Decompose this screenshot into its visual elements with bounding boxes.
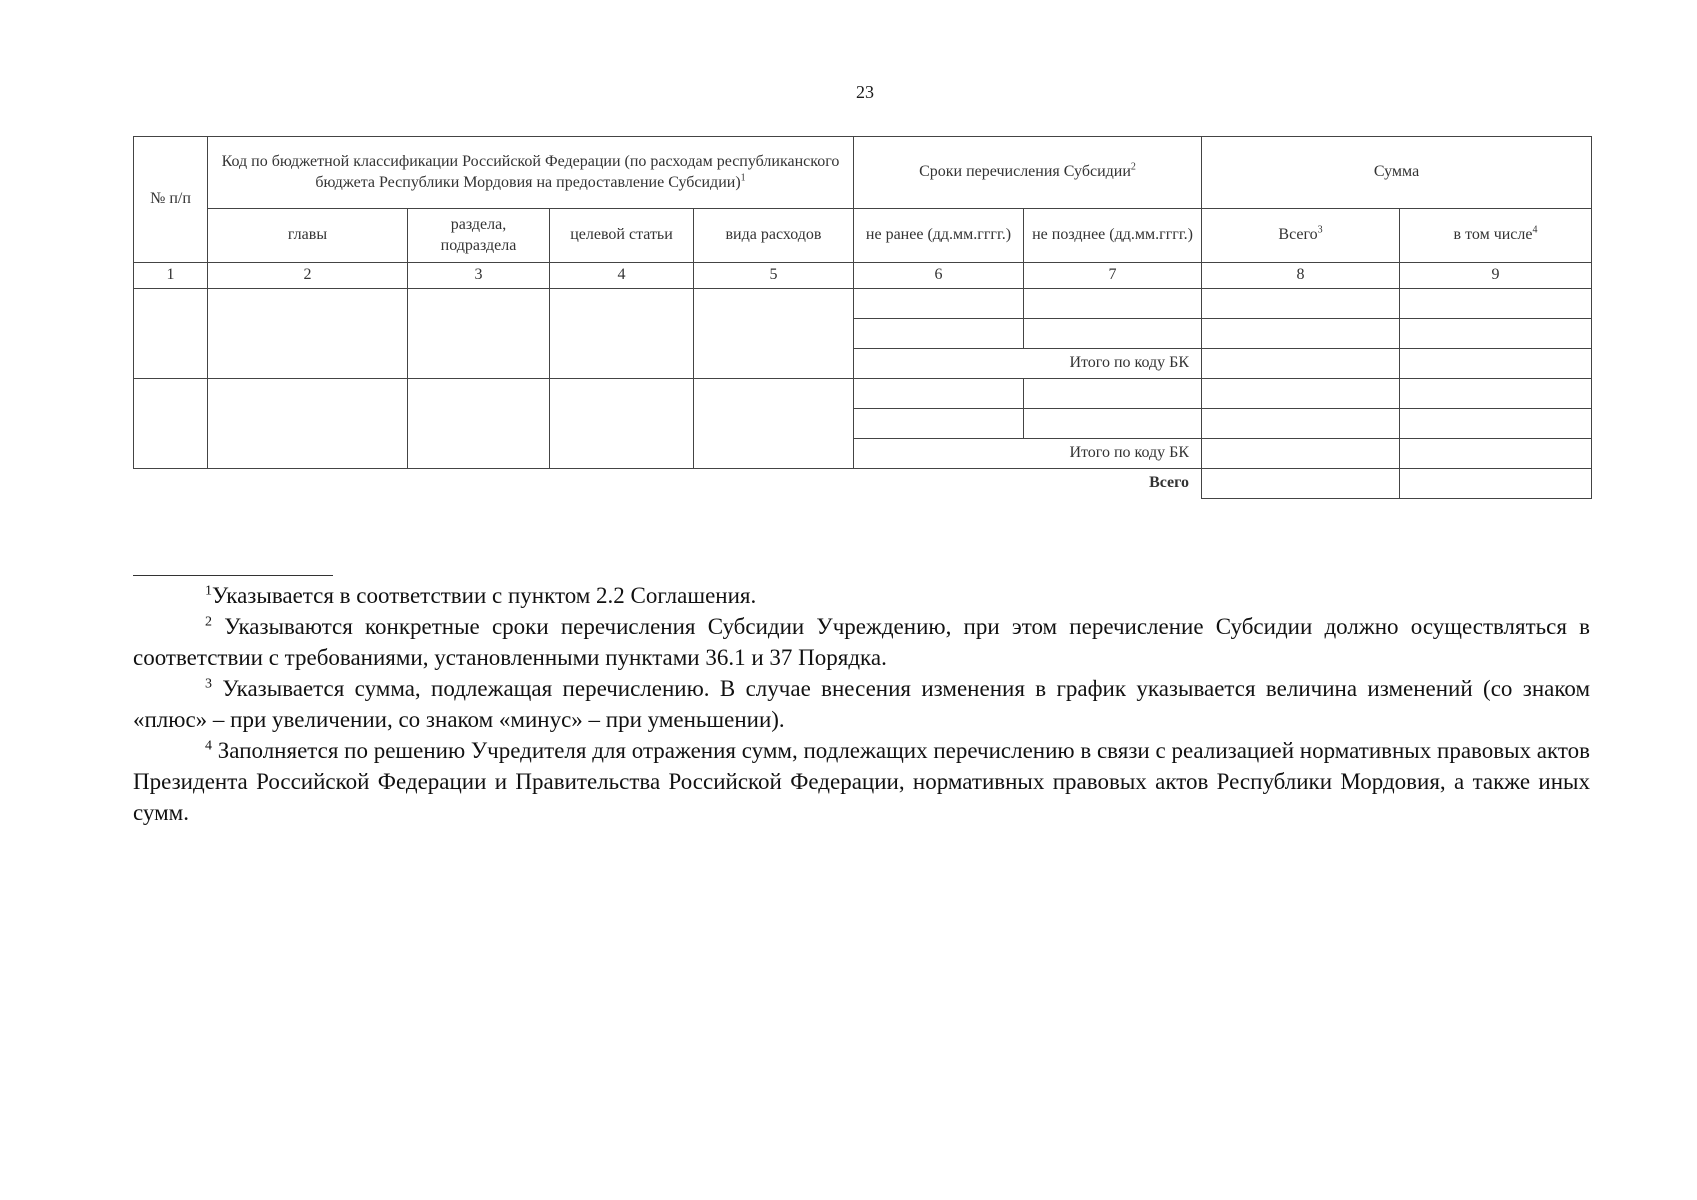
cell-empty[interactable] <box>1024 289 1202 319</box>
cell-empty[interactable] <box>208 379 408 469</box>
cell-empty[interactable] <box>1202 349 1400 379</box>
cell-empty[interactable] <box>854 409 1024 439</box>
cell-empty[interactable] <box>1400 349 1592 379</box>
header-not-later: не позднее (дд.мм.гггг.) <box>1024 209 1202 263</box>
payment-schedule-table <box>133 136 1592 499</box>
table-row <box>134 379 1592 409</box>
cell-empty[interactable] <box>1400 289 1592 319</box>
cell-empty[interactable] <box>408 379 550 469</box>
cell-empty[interactable] <box>1400 319 1592 349</box>
footnotes <box>133 580 1590 828</box>
cell-empty[interactable] <box>550 289 694 379</box>
column-number: 7 <box>1024 263 1202 289</box>
subtotal-label: Итого по коду БК <box>854 439 1202 469</box>
header-total: Всего$^3$ <box>1202 209 1400 263</box>
header-sum: Сумма <box>1202 137 1592 209</box>
cell-empty[interactable] <box>134 379 208 469</box>
subtotal-label: Итого по коду БК <box>854 349 1202 379</box>
column-number: 6 <box>854 263 1024 289</box>
cell-empty[interactable] <box>1202 319 1400 349</box>
cell-empty[interactable] <box>1400 379 1592 409</box>
cell-empty[interactable] <box>1202 289 1400 319</box>
cell-empty[interactable] <box>1400 409 1592 439</box>
footnote-separator <box>133 575 333 576</box>
header-bk-code: Код по бюджетной классификации Российской Федерации (по расходам республиканского бюджета Республики Мордовия на предоставление Субсидии)$^1$ <box>208 137 854 209</box>
cell-empty[interactable] <box>1024 409 1202 439</box>
cell-empty[interactable] <box>1024 379 1202 409</box>
cell-empty[interactable] <box>1400 469 1592 499</box>
column-number: 1 <box>134 263 208 289</box>
cell-empty[interactable] <box>1024 319 1202 349</box>
header-chapter: главы <box>208 209 408 263</box>
column-number: 9 <box>1400 263 1592 289</box>
table-row <box>134 289 1592 319</box>
cell-empty[interactable] <box>408 289 550 379</box>
cell-empty[interactable] <box>694 289 854 379</box>
cell-empty[interactable] <box>1202 379 1400 409</box>
cell-empty[interactable] <box>1202 409 1400 439</box>
header-section: раздела, подраздела <box>408 209 550 263</box>
column-numbers-row <box>134 263 1592 289</box>
header-terms: Сроки перечисления Субсидии$^2$ <box>854 137 1202 209</box>
column-number: 4 <box>550 263 694 289</box>
cell-empty[interactable] <box>550 379 694 469</box>
header-num: № п/п <box>134 137 208 263</box>
cell-empty[interactable] <box>134 289 208 379</box>
column-number: 3 <box>408 263 550 289</box>
cell-empty[interactable] <box>1400 439 1592 469</box>
grand-total-row <box>134 469 1592 499</box>
footnote: $^1$Указывается в соответствии с пунктом 2.2 Соглашения. <box>205 583 757 608</box>
cell-empty[interactable] <box>1202 469 1400 499</box>
header-not-earlier: не ранее (дд.мм.гггг.) <box>854 209 1024 263</box>
cell-empty[interactable] <box>854 379 1024 409</box>
cell-empty[interactable] <box>854 319 1024 349</box>
column-number: 2 <box>208 263 408 289</box>
cell-empty[interactable] <box>1202 439 1400 469</box>
header-target: целевой статьи <box>550 209 694 263</box>
grand-total-label: Всего <box>1149 474 1190 492</box>
header-expense-type: вида расходов <box>694 209 854 263</box>
footnote: $^3$ Указывается сумма, подлежащая перечислению. В случае внесения изменения в график указывается величина изменений (со знаком «плюс» – при увеличении, со знаком «минус» – при уменьшении). <box>133 676 1591 732</box>
column-number: 8 <box>1202 263 1400 289</box>
footnote: $^4$ Заполняется по решению Учредителя для отражения сумм, подлежащих перечислению в связи с реализацией нормативных правовых актов Президента Российской Федерации и Правительства Российской Федерации, нормативных правовых актов Республики Мордовия, а также иных сумм. <box>133 738 1590 825</box>
cell-empty[interactable] <box>208 289 408 379</box>
page-number: 23 <box>856 82 874 102</box>
footnote: $^2$ Указываются конкретные сроки перечисления Субсидии Учреждению, при этом перечисление Субсидии должно осуществляться в соответствии с требованиями, установленными пунктами 36.1 и 37 Порядка. <box>133 614 1591 670</box>
cell-empty[interactable] <box>854 289 1024 319</box>
cell-empty[interactable] <box>694 379 854 469</box>
column-number: 5 <box>694 263 854 289</box>
header-including: в том числе$^4$ <box>1400 209 1592 263</box>
